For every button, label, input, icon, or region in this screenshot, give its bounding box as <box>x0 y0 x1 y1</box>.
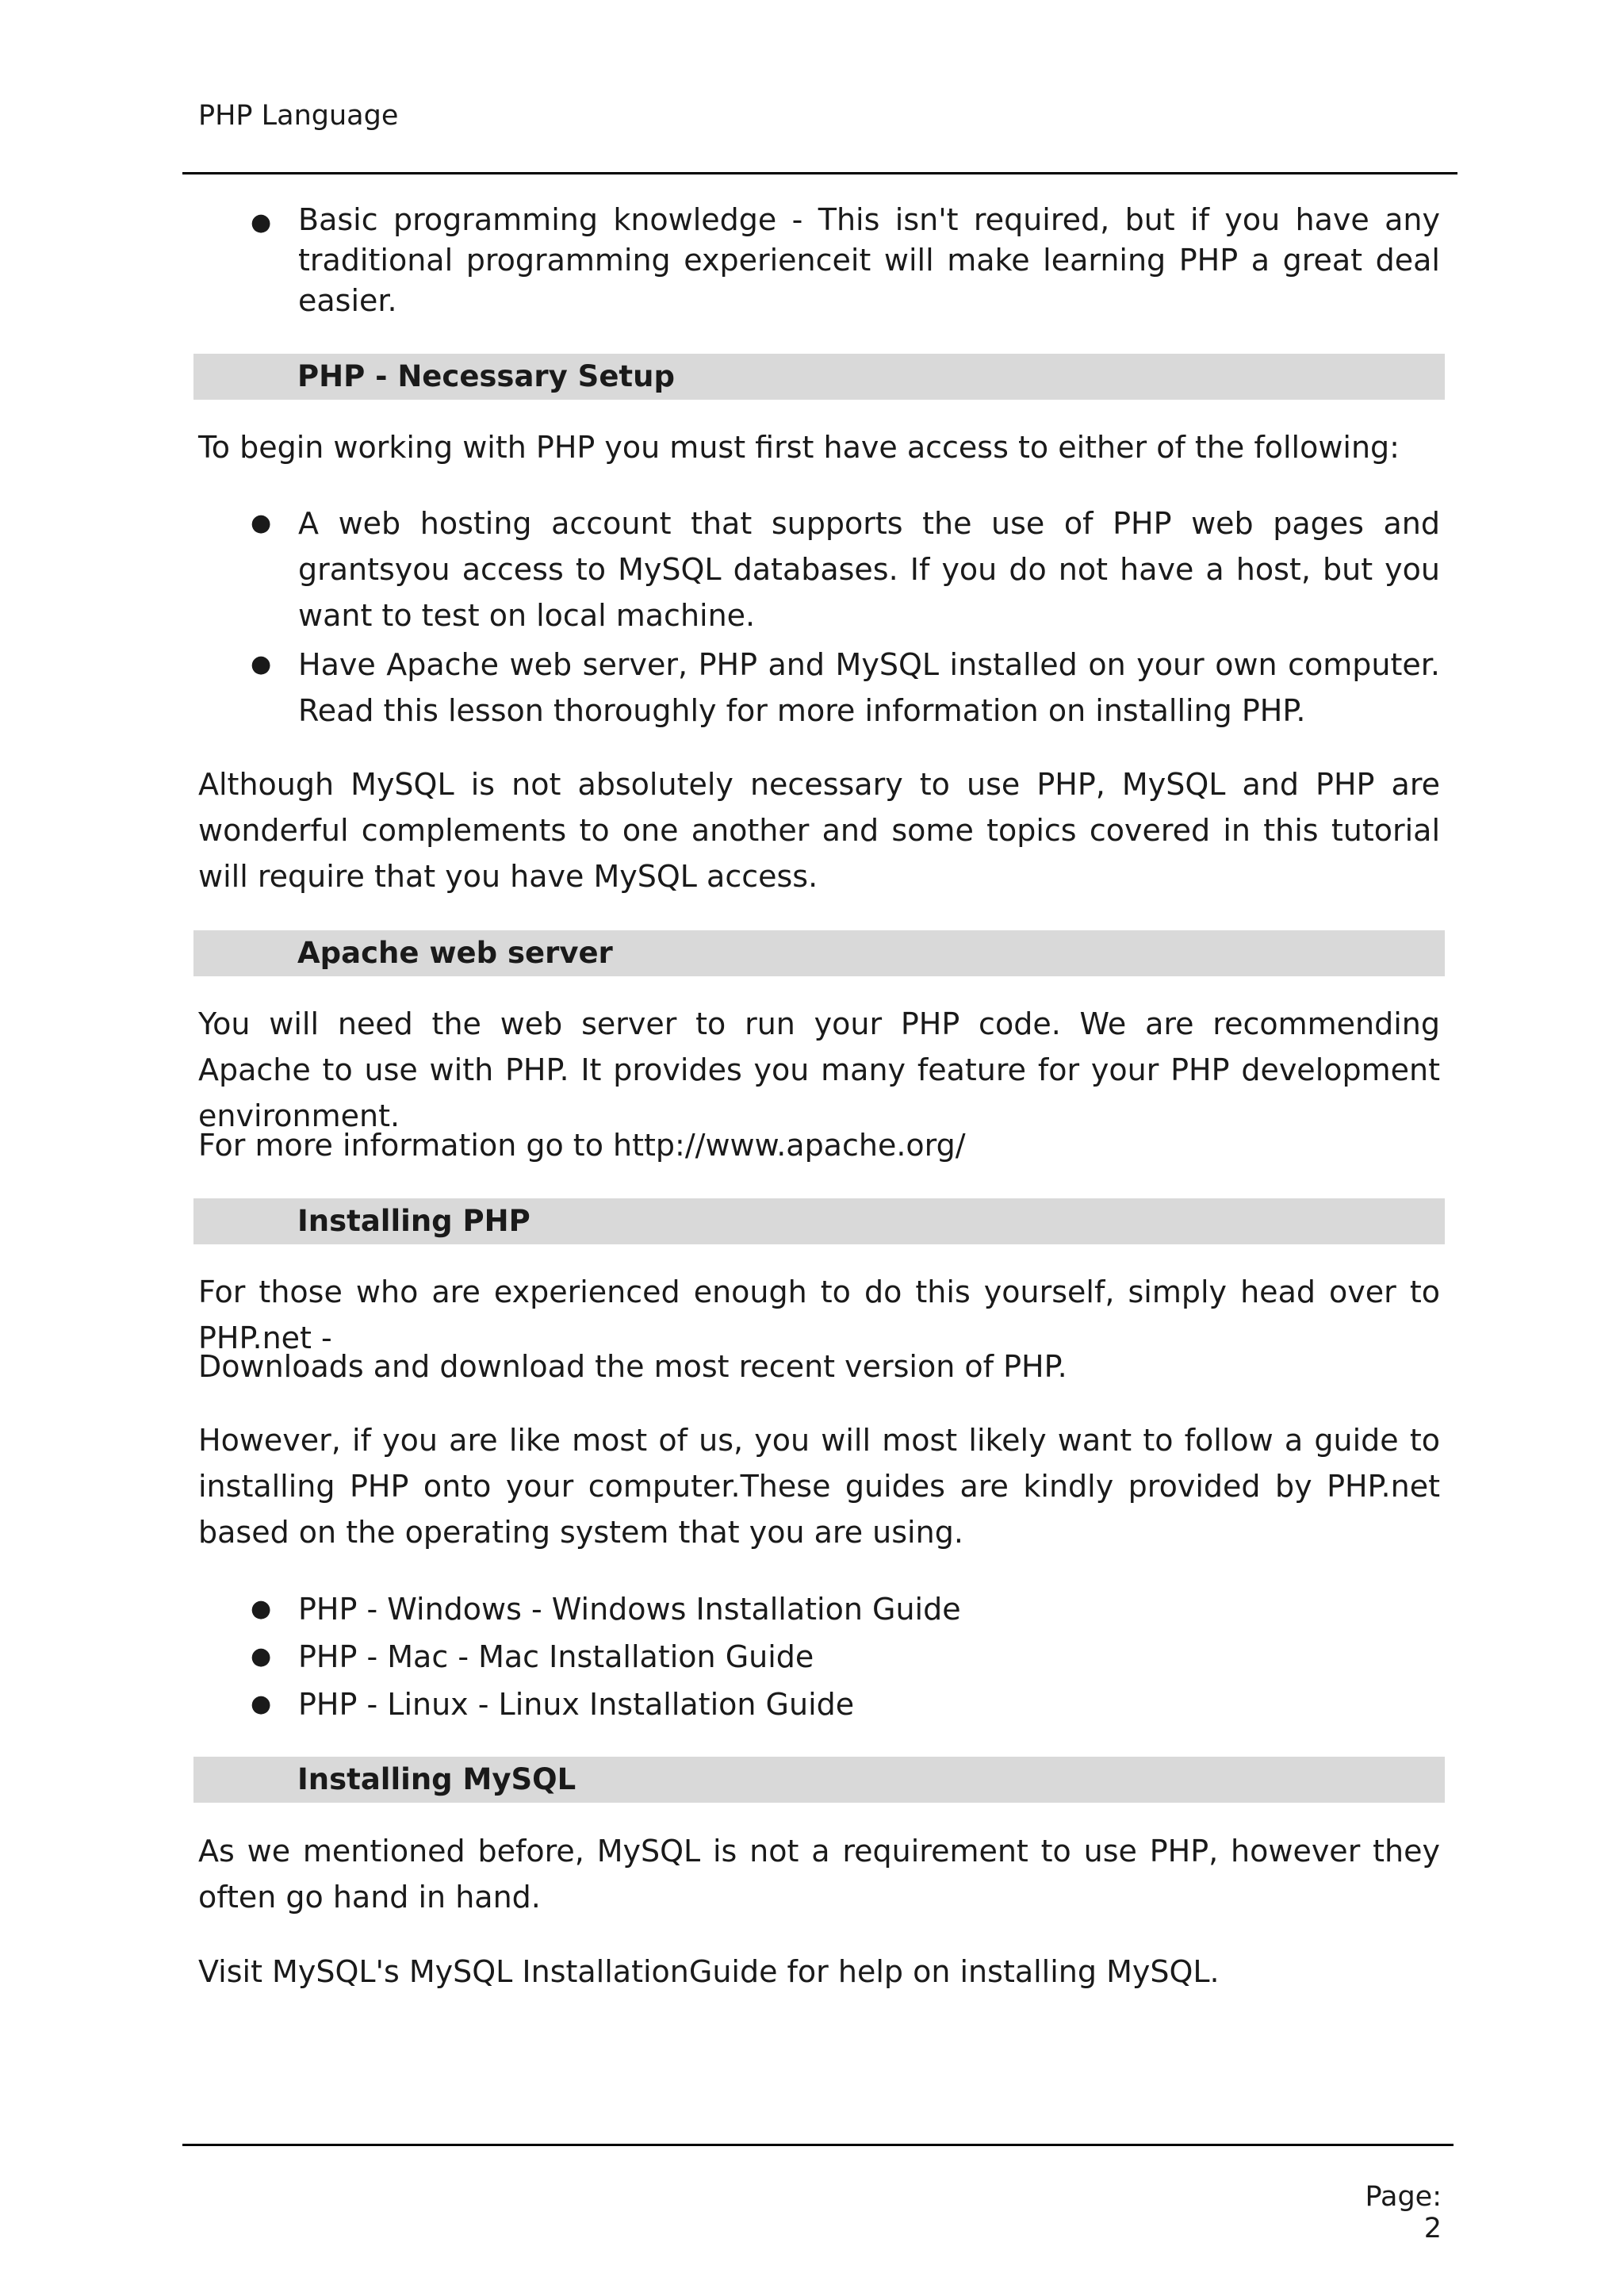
bullet-text: PHP - Mac - Mac Installation Guide <box>298 1639 814 1674</box>
bullet-text: A web hosting account that supports the use of PHP web pages and grantsyou access to MySQL databases. If you do not have a host, but you want to test on local machine. <box>298 506 1440 633</box>
footer-rule <box>182 2144 1454 2146</box>
paragraph-text: For more information go to http://www.apache.org/ <box>198 1128 966 1163</box>
bullet-icon: ● <box>251 1690 272 1718</box>
list-item <box>198 1681 1440 1727</box>
paragraph <box>198 1343 1440 1389</box>
paragraph-text: As we mentioned before, MySQL is not a requirement to use PHP, however they often go hand in hand. <box>198 1834 1440 1915</box>
paragraph <box>198 1001 1440 1139</box>
bullet-text: PHP - Linux - Linux Installation Guide <box>298 1687 855 1722</box>
paragraph-text: However, if you are like most of us, you will most likely want to follow a guide to installing PHP onto your computer.These guides are kindly provided by PHP.net based on the operating system that you are using. <box>198 1423 1440 1550</box>
paragraph-text: You will need the web server to run your PHP code. We are recommending Apache to use with PHP. It provides you many feature for your PHP development environment. <box>198 1006 1440 1133</box>
paragraph-text: Downloads and download the most recent version of PHP. <box>198 1349 1067 1384</box>
paragraph <box>198 761 1440 899</box>
bullet-text: Have Apache web server, PHP and MySQL installed on your own computer. Read this lesson thoroughly for more information on installing PHP. <box>298 647 1440 728</box>
section-heading: Installing PHP <box>297 1204 530 1238</box>
paragraph-text: To begin working with PHP you must first have access to either of the following: <box>198 430 1400 465</box>
bullet-icon: ● <box>251 509 272 537</box>
paragraph <box>198 424 1440 470</box>
section-heading-bar <box>193 930 1445 976</box>
page-number: Page: 2 <box>1365 2181 1442 2244</box>
list-item <box>198 200 1440 318</box>
list-item <box>198 1586 1440 1632</box>
section-heading-bar <box>193 354 1445 400</box>
section-heading: PHP - Necessary Setup <box>297 359 675 393</box>
section-heading: Apache web server <box>297 936 613 970</box>
section-heading-bar <box>193 1757 1445 1803</box>
paragraph <box>198 1828 1440 1920</box>
list-item <box>198 642 1440 735</box>
paragraph <box>198 1417 1440 1555</box>
paragraph-text: For those who are experienced enough to do this yourself, simply head over to PHP.net - <box>198 1274 1440 1355</box>
paragraph <box>198 1122 1440 1168</box>
paragraph <box>198 1949 1440 1995</box>
running-header-title: PHP Language <box>198 100 399 132</box>
section-heading: Installing MySQL <box>297 1762 576 1796</box>
header-rule <box>182 172 1457 174</box>
paragraph-text: Visit MySQL's MySQL InstallationGuide for help on installing MySQL. <box>198 1954 1220 1989</box>
list-item <box>198 500 1440 640</box>
list-item <box>198 1634 1440 1680</box>
paragraph-text: Although MySQL is not absolutely necessary to use PHP, MySQL and PHP are wonderful complements to one another and some topics covered in this tutorial will require that you have MySQL access. <box>198 767 1440 894</box>
section-heading-bar <box>193 1198 1445 1244</box>
bullet-icon: ● <box>251 1595 272 1623</box>
bullet-icon: ● <box>251 650 272 678</box>
bullet-text: Basic programming knowledge - This isn't required, but if you have any traditional programming experienceit will make learning PHP a great deal easier. <box>298 202 1440 318</box>
bullet-text: PHP - Windows - Windows Installation Guide <box>298 1592 961 1627</box>
bullet-icon: ● <box>251 209 272 236</box>
bullet-icon: ● <box>251 1642 272 1670</box>
